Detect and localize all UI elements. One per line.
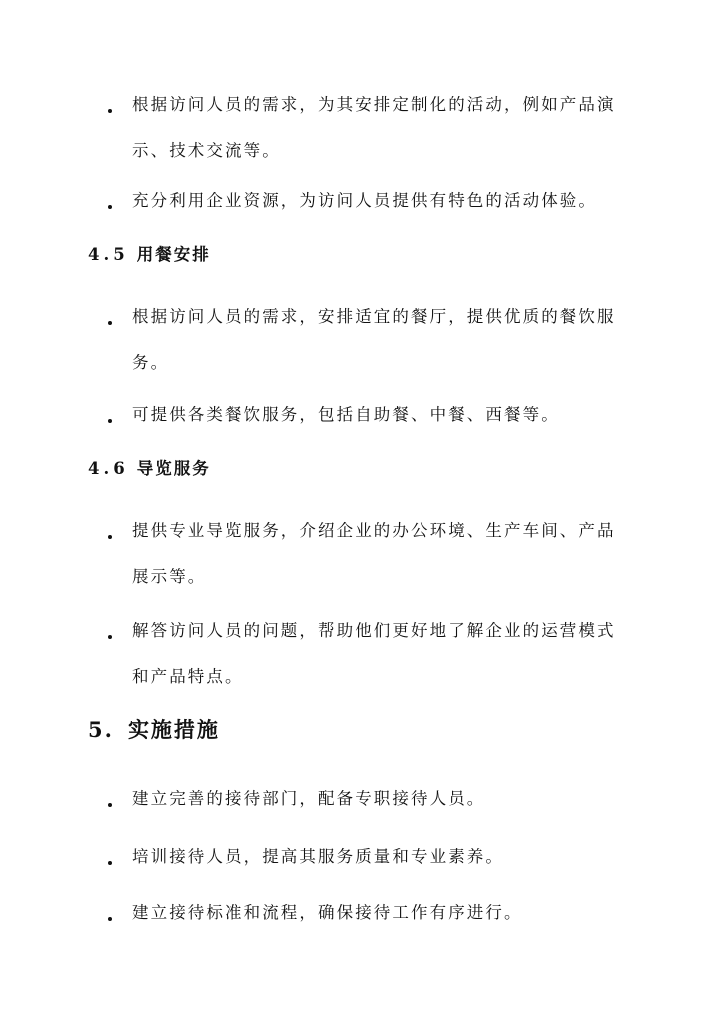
bullet-icon — [108, 205, 112, 209]
list-item — [108, 788, 628, 822]
bullet-icon — [108, 861, 112, 865]
section-number: 4.6 — [88, 459, 129, 478]
list-item-text: 根据访问人员的需求，为其安排定制化的活动，例如产品演示、技术交流等。 — [132, 95, 616, 160]
bullet-icon — [108, 419, 112, 423]
section-number: 4.5 — [88, 245, 129, 264]
list-item-text: 充分利用企业资源，为访问人员提供有特色的活动体验。 — [132, 191, 597, 210]
list-item-text: 可提供各类餐饮服务，包括自助餐、中餐、西餐等。 — [132, 405, 560, 424]
list-item — [108, 404, 628, 438]
list-item-text: 建立完善的接待部门，配备专职接待人员。 — [132, 789, 486, 808]
list-item — [108, 190, 628, 224]
bullet-icon — [108, 321, 112, 325]
section-title: 实施措施 — [127, 717, 220, 742]
list-item-text: 根据访问人员的需求，安排适宜的餐厅，提供优质的餐饮服务。 — [132, 307, 616, 372]
section-title: 导览服务 — [136, 459, 211, 478]
list-item — [108, 846, 628, 880]
list-item — [108, 94, 628, 174]
list-item-text: 解答访问人员的问题，帮助他们更好地了解企业的运营模式和产品特点。 — [132, 621, 616, 686]
list-item-text: 培训接待人员，提高其服务质量和专业素养。 — [132, 847, 504, 866]
list-item — [108, 902, 628, 936]
bullet-icon — [108, 109, 112, 113]
list-item-text: 提供专业导览服务，介绍企业的办公环境、生产车间、产品展示等。 — [132, 521, 616, 586]
section-title: 用餐安排 — [136, 245, 211, 264]
section-heading — [88, 716, 220, 744]
list-item — [108, 620, 628, 700]
list-item-text: 建立接待标准和流程，确保接待工作有序进行。 — [132, 903, 523, 922]
bullet-icon — [108, 917, 112, 921]
list-item — [108, 520, 628, 600]
bullet-icon — [108, 803, 112, 807]
list-item — [108, 306, 628, 386]
section-number: 5. — [88, 717, 114, 742]
bullet-icon — [108, 635, 112, 639]
section-heading — [88, 458, 211, 480]
section-heading — [88, 244, 211, 266]
bullet-icon — [108, 535, 112, 539]
